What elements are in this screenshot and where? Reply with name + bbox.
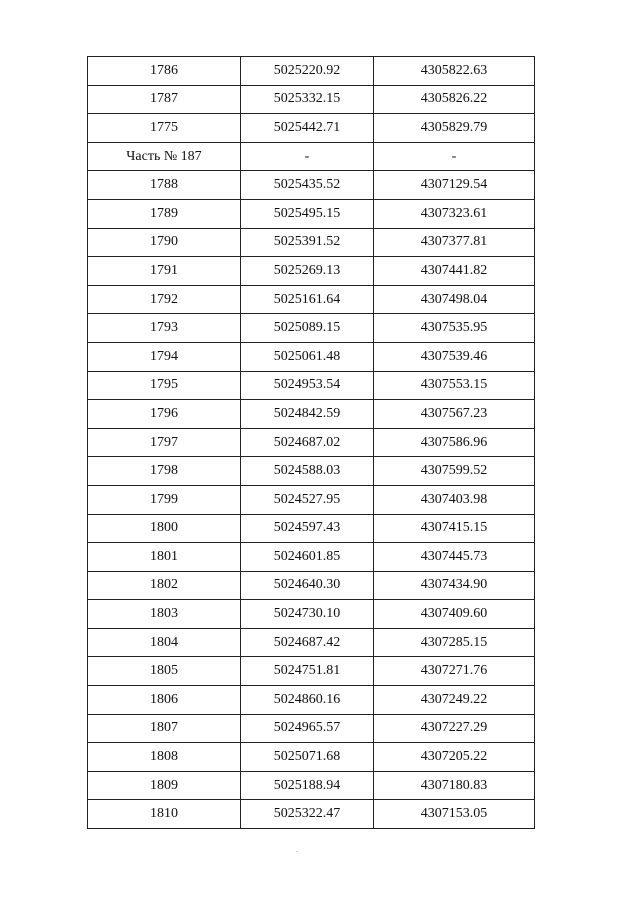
y-coordinate-cell: 4307403.98 (374, 485, 535, 514)
y-coordinate-cell: 4307205.22 (374, 743, 535, 772)
x-coordinate-cell: 5024588.03 (241, 457, 374, 486)
table-row (88, 743, 535, 772)
x-coordinate-cell: 5025442.71 (241, 114, 374, 143)
point-number-cell: 1790 (88, 228, 241, 257)
table-row (88, 285, 535, 314)
coordinates-table-body (88, 57, 535, 829)
x-coordinate-cell: 5025089.15 (241, 314, 374, 343)
x-coordinate-cell: 5024687.02 (241, 428, 374, 457)
y-coordinate-cell: 4307441.82 (374, 257, 535, 286)
table-row (88, 142, 535, 171)
y-coordinate-cell: 4307535.95 (374, 314, 535, 343)
point-number-cell: 1799 (88, 485, 241, 514)
x-coordinate-cell: 5024842.59 (241, 400, 374, 429)
point-number-cell: 1791 (88, 257, 241, 286)
table-row (88, 257, 535, 286)
x-coordinate-cell: 5024527.95 (241, 485, 374, 514)
table-row (88, 543, 535, 572)
y-coordinate-cell: 4307227.29 (374, 714, 535, 743)
point-number-cell: 1803 (88, 600, 241, 629)
point-number-cell: 1788 (88, 171, 241, 200)
x-coordinate-cell: 5025269.13 (241, 257, 374, 286)
scan-speck (296, 851, 298, 852)
x-coordinate-cell: 5024640.30 (241, 571, 374, 600)
y-coordinate-cell: 4307599.52 (374, 457, 535, 486)
x-coordinate-cell: 5024601.85 (241, 543, 374, 572)
point-number-cell: 1795 (88, 371, 241, 400)
y-coordinate-cell: 4307129.54 (374, 171, 535, 200)
y-coordinate-cell: 4307586.96 (374, 428, 535, 457)
x-coordinate-cell: 5024965.57 (241, 714, 374, 743)
x-coordinate-cell: 5024687.42 (241, 628, 374, 657)
x-coordinate-cell: 5025332.15 (241, 85, 374, 114)
x-coordinate-cell: 5025322.47 (241, 800, 374, 829)
table-row (88, 57, 535, 86)
point-number-cell: 1805 (88, 657, 241, 686)
y-coordinate-cell: 4307271.76 (374, 657, 535, 686)
table-row (88, 771, 535, 800)
table-row (88, 457, 535, 486)
point-number-cell: 1786 (88, 57, 241, 86)
x-coordinate-cell: 5025391.52 (241, 228, 374, 257)
x-coordinate-cell: 5025220.92 (241, 57, 374, 86)
coordinates-table (87, 56, 535, 829)
point-number-cell: 1792 (88, 285, 241, 314)
y-coordinate-cell: 4305829.79 (374, 114, 535, 143)
x-coordinate-cell: 5025188.94 (241, 771, 374, 800)
x-coordinate-cell: 5025161.64 (241, 285, 374, 314)
table-row (88, 600, 535, 629)
point-number-cell: 1807 (88, 714, 241, 743)
point-number-cell: 1802 (88, 571, 241, 600)
y-coordinate-cell: 4305822.63 (374, 57, 535, 86)
x-coordinate-cell: 5025061.48 (241, 342, 374, 371)
y-coordinate-cell: - (374, 142, 535, 171)
table-row (88, 171, 535, 200)
y-coordinate-cell: 4307415.15 (374, 514, 535, 543)
table-row (88, 342, 535, 371)
x-coordinate-cell: 5024730.10 (241, 600, 374, 629)
table-row (88, 571, 535, 600)
x-coordinate-cell: 5024953.54 (241, 371, 374, 400)
point-number-cell: 1804 (88, 628, 241, 657)
y-coordinate-cell: 4307409.60 (374, 600, 535, 629)
table-row (88, 686, 535, 715)
table-row (88, 657, 535, 686)
table-row (88, 228, 535, 257)
y-coordinate-cell: 4307498.04 (374, 285, 535, 314)
table-row (88, 400, 535, 429)
y-coordinate-cell: 4307323.61 (374, 199, 535, 228)
table-row (88, 371, 535, 400)
y-coordinate-cell: 4307445.73 (374, 543, 535, 572)
table-row (88, 485, 535, 514)
point-number-cell: 1796 (88, 400, 241, 429)
y-coordinate-cell: 4307153.05 (374, 800, 535, 829)
table-row (88, 628, 535, 657)
table-row (88, 714, 535, 743)
point-number-cell: 1800 (88, 514, 241, 543)
table-row (88, 314, 535, 343)
point-number-cell: 1808 (88, 743, 241, 772)
table-row (88, 800, 535, 829)
table-row (88, 85, 535, 114)
y-coordinate-cell: 4307249.22 (374, 686, 535, 715)
x-coordinate-cell: 5024597.43 (241, 514, 374, 543)
table-row (88, 514, 535, 543)
table-row (88, 199, 535, 228)
point-number-cell: Часть № 187 (88, 142, 241, 171)
point-number-cell: 1806 (88, 686, 241, 715)
y-coordinate-cell: 4307539.46 (374, 342, 535, 371)
y-coordinate-cell: 4307553.15 (374, 371, 535, 400)
point-number-cell: 1798 (88, 457, 241, 486)
y-coordinate-cell: 4305826.22 (374, 85, 535, 114)
point-number-cell: 1797 (88, 428, 241, 457)
x-coordinate-cell: 5025071.68 (241, 743, 374, 772)
point-number-cell: 1775 (88, 114, 241, 143)
x-coordinate-cell: 5025495.15 (241, 199, 374, 228)
point-number-cell: 1809 (88, 771, 241, 800)
point-number-cell: 1810 (88, 800, 241, 829)
point-number-cell: 1787 (88, 85, 241, 114)
y-coordinate-cell: 4307567.23 (374, 400, 535, 429)
y-coordinate-cell: 4307434.90 (374, 571, 535, 600)
point-number-cell: 1793 (88, 314, 241, 343)
x-coordinate-cell: 5024751.81 (241, 657, 374, 686)
x-coordinate-cell: 5024860.16 (241, 686, 374, 715)
y-coordinate-cell: 4307285.15 (374, 628, 535, 657)
x-coordinate-cell: 5025435.52 (241, 171, 374, 200)
x-coordinate-cell: - (241, 142, 374, 171)
point-number-cell: 1789 (88, 199, 241, 228)
point-number-cell: 1801 (88, 543, 241, 572)
table-row (88, 114, 535, 143)
point-number-cell: 1794 (88, 342, 241, 371)
y-coordinate-cell: 4307377.81 (374, 228, 535, 257)
table-row (88, 428, 535, 457)
y-coordinate-cell: 4307180.83 (374, 771, 535, 800)
